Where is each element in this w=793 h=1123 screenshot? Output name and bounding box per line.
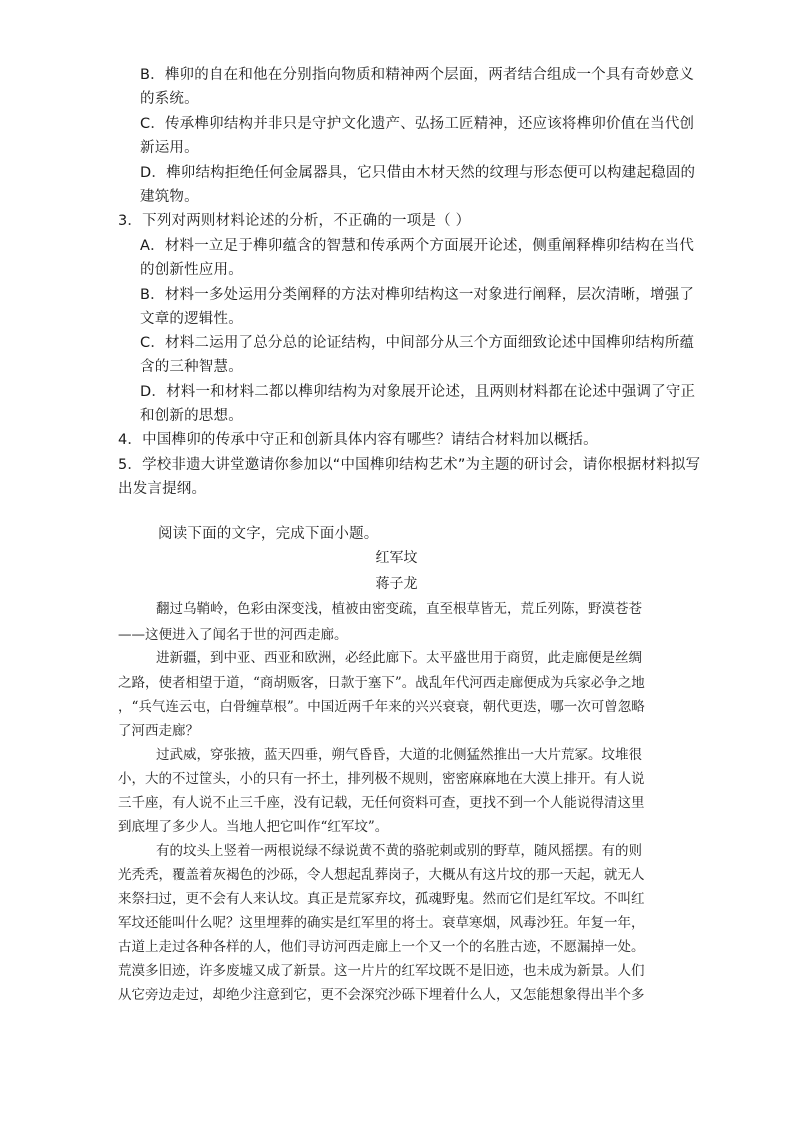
paragraph-3-line4: 到底埋了多少人。当地人把它叫作“红军坟”。 — [118, 819, 389, 835]
q5-stem-line2: 出发言提纲。 — [118, 481, 207, 497]
article-title: 红军坟 — [375, 550, 418, 566]
paragraph-2-line2: 之路，使者相望于道，“商胡贩客，日款于塞下”。战乱年代河西走廊便成为兵家必争之地 — [118, 675, 645, 691]
q3-option-d-line1: D．材料一和材料二都以榫卯结构为对象展开论述，且两则材料都在论述中强调了守正 — [140, 384, 696, 400]
paragraph-4-line2: 光秃秃，覆盖着灰褐色的沙砾，令人想起乱葬岗子，大概从有这片坟的那一天起，就无人 — [118, 867, 645, 883]
q2-option-b-line1: B．榫卯的自在和他在分别指向物质和精神两个层面，两者结合组成一个具有奇妙意义 — [140, 67, 695, 83]
q3-option-c-line1: C．材料二运用了总分总的论证结构，中间部分从三个方面细致论述中国榫卯结构所蕴 — [140, 335, 695, 351]
paragraph-2-line3: ，“兵气连云屯，白骨缠草根”。中国近两千年来的兴兴衰衰，朝代更迭，哪一次可曾忽略 — [118, 699, 645, 715]
q2-option-c-line2: 新运用。 — [140, 140, 199, 156]
q3-option-d-line2: 和创新的思想。 — [140, 408, 243, 424]
paragraph-4-line4: 军坟还能叫什么呢？这里埋葬的确实是红军里的将士。衰草寒烟，风毒沙狂。年复一年， — [118, 915, 645, 931]
q2-option-d-line1: D．榫卯结构拒绝任何金属器具，它只借由木材天然的纹理与形态便可以构建起稳固的 — [140, 165, 696, 181]
q3-option-a-line1: A．材料一立足于榫卯蕴含的智慧和传承两个方面展开论述，侧重阐释榫卯结构在当代 — [140, 238, 695, 254]
q2-option-b-line2: 的系统。 — [140, 91, 199, 107]
paragraph-4-line6: 荒漠多旧迹，许多废墟又成了新景。这一片片的红军坟既不是旧迹，也未成为新景。人们 — [118, 963, 645, 979]
paragraph-3-line1: 过武威，穿张掖，蓝天四垂，朔气昏昏，大道的北侧猛然推出一大片荒冢。坟堆很 — [156, 747, 642, 763]
q2-option-c-line1: C．传承榫卯结构并非只是守护文化遗产、弘扬工匠精神，还应该将榫卯价值在当代创 — [140, 116, 695, 132]
paragraph-2-line4: 了河西走廊？ — [118, 723, 199, 739]
q3-option-b-line1: B．材料一多处运用分类阐释的方法对榫卯结构这一对象进行阐释，层次清晰，增强了 — [140, 287, 695, 303]
article-author: 蒋子龙 — [375, 576, 418, 592]
paragraph-1-line1: 翻过乌鞘岭，色彩由深变浅，植被由密变疏，直至根草皆无，荒丘列陈，野漠苍苍 — [156, 601, 642, 617]
q3-stem: 3．下列对两则材料论述的分析，不正确的一项是（ ） — [118, 213, 471, 229]
q5-stem-line1: 5．学校非遗大讲堂邀请你参加以“中国榫卯结构艺术”为主题的研讨会，请你根据材料拟写 — [118, 457, 701, 473]
q3-option-b-line2: 文章的逻辑性。 — [140, 311, 243, 327]
paragraph-4-line1: 有的坟头上竖着一两根说绿不绿说黄不黄的骆驼刺或别的野草，随风摇摆。有的则 — [156, 843, 642, 859]
paragraph-2-line1: 进新疆，到中亚、西亚和欧洲，必经此廊下。太平盛世用于商贸，此走廊便是丝绸 — [156, 650, 642, 666]
paragraph-1-line2: ——这便进入了闻名于世的河西走廊。 — [118, 627, 348, 643]
q3-option-c-line2: 含的三种智慧。 — [140, 359, 243, 375]
q4-stem: 4．中国榫卯的传承中守正和创新具体内容有哪些？请结合材料加以概括。 — [118, 432, 598, 448]
paragraph-4-line7: 从它旁边走过，却绝少注意到它，更不会深究沙砾下埋着什么人，又怎能想象得出半个多 — [118, 987, 645, 1003]
paragraph-4-line3: 来祭扫过，更不会有人来认坟。真正是荒冢弃坟，孤魂野鬼。然而它们是红军坟。不叫红 — [118, 891, 645, 907]
reading-intro: 阅读下面的文字，完成下面小题。 — [158, 526, 379, 542]
paragraph-3-line2: 小，大的不过筐头，小的只有一抔土，排列极不规则，密密麻麻地在大漠上排开。有人说 — [118, 771, 645, 787]
q2-option-d-line2: 建筑物。 — [140, 189, 199, 205]
paragraph-3-line3: 三千座，有人说不止三千座，没有记载，无任何资料可查，更找不到一个人能说得清这里 — [118, 795, 645, 811]
paragraph-4-line5: 古道上走过各种各样的人，他们寻访河西走廊上一个又一个的名胜古迹，不愿漏掉一处。 — [118, 939, 645, 955]
q3-option-a-line2: 的创新性应用。 — [140, 262, 243, 278]
